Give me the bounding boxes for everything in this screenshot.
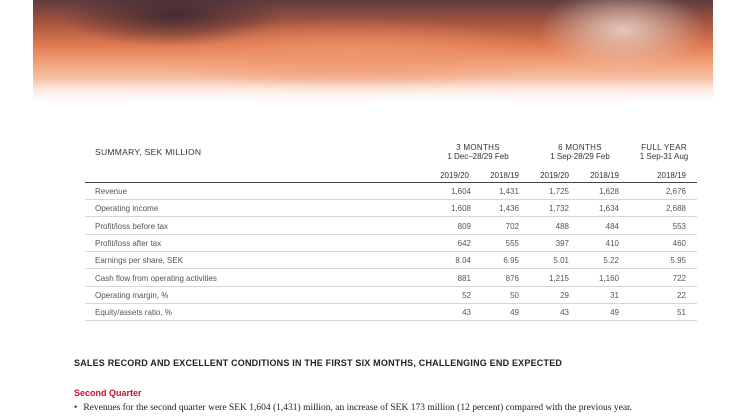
- table-cell: 43: [560, 308, 569, 318]
- table-cell: 52: [462, 290, 471, 300]
- table-cell: 49: [510, 308, 519, 318]
- table-cell: 876: [505, 273, 519, 283]
- table-cell: 2,676: [665, 187, 686, 196]
- row-label: Profit/loss before tax: [95, 221, 168, 231]
- bullet-item: [74, 403, 632, 413]
- table-cell: 51: [677, 308, 686, 318]
- row-label: Operating margin, %: [95, 290, 169, 300]
- table-cell: 50: [510, 290, 519, 300]
- table-cell: 809: [457, 221, 471, 231]
- table-row: [85, 252, 697, 269]
- table-cell: 8.04: [455, 256, 471, 266]
- table-cell: 642: [457, 238, 471, 248]
- table-cell: 5.22: [603, 256, 619, 266]
- table-row: [85, 235, 697, 252]
- bullet-text: Revenues for the second quarter were SEK 1,604 (1,431) million, an increase of SEK 173 million (12 percent) compared with the previous year.: [83, 403, 633, 413]
- table-cell: 1,215: [548, 273, 569, 283]
- table-cell: 5.95: [670, 256, 686, 266]
- table-row: [85, 183, 697, 200]
- table-cell: 1,634: [598, 204, 619, 214]
- bullet-dot-icon: •: [74, 403, 78, 413]
- table-cell: 31: [610, 290, 619, 300]
- table-title: SUMMARY, SEK MILLION: [95, 147, 202, 157]
- table-row: [85, 287, 697, 304]
- column-header: 2018/19: [590, 171, 619, 180]
- row-label: Operating income: [95, 204, 159, 214]
- table-row: [85, 218, 697, 235]
- table-cell: 555: [505, 238, 519, 248]
- table-cell: 2,688: [665, 204, 686, 214]
- group-header-line1: FULL YEAR: [641, 143, 687, 152]
- table-cell: 460: [672, 238, 686, 248]
- table-cell: 5.01: [553, 256, 569, 266]
- group-header-3-months: [430, 143, 526, 161]
- table-row: [85, 200, 697, 217]
- row-label: Equity/assets ratio, %: [95, 308, 172, 318]
- table-cell: 702: [505, 221, 519, 231]
- table-cell: 397: [555, 238, 569, 248]
- row-label: Cash flow from operating activities: [95, 273, 217, 283]
- row-label: Profit/loss after tax: [95, 238, 162, 248]
- table-cell: 881: [457, 273, 471, 283]
- group-header-line2: 1 Sep-28/29 Feb: [550, 152, 610, 161]
- table-cell: 43: [462, 308, 471, 318]
- row-label: Earnings per share, SEK: [95, 256, 184, 266]
- table-cell: 1,628: [598, 187, 619, 196]
- group-header-6-months: [532, 143, 628, 161]
- table-cell: 488: [555, 221, 569, 231]
- hero-image: [33, 0, 713, 108]
- column-header: 2018/19: [657, 171, 686, 180]
- table-cell: 1,604: [450, 187, 471, 196]
- row-divider: [85, 320, 697, 321]
- column-header: 2019/20: [540, 171, 569, 180]
- group-header-line2: 1 Sep-31 Aug: [639, 152, 689, 161]
- section-heading: SALES RECORD AND EXCELLENT CONDITIONS IN THE FIRST SIX MONTHS, CHALLENGING END EXPECTED: [74, 358, 563, 368]
- table-cell: 1,431: [498, 187, 519, 196]
- group-header-line1: 6 MONTHS: [558, 143, 602, 152]
- table-cell: 410: [605, 238, 619, 248]
- table-cell: 484: [605, 221, 619, 231]
- table-cell: 49: [610, 308, 619, 318]
- table-row: [85, 304, 697, 321]
- table-cell: 1,160: [598, 273, 619, 283]
- sub-heading: Second Quarter: [74, 388, 142, 398]
- table-cell: 722: [672, 273, 686, 283]
- row-label: Revenue: [95, 187, 128, 196]
- table-cell: 29: [560, 290, 569, 300]
- table-cell: 22: [677, 290, 686, 300]
- table-cell: 1,608: [450, 204, 471, 214]
- table-row: [85, 270, 697, 287]
- table-cell: 6.95: [503, 256, 519, 266]
- group-header-line2: 1 Dec–28/29 Feb: [447, 152, 509, 161]
- table-cell: 1,436: [498, 204, 519, 214]
- table-cell: 553: [672, 221, 686, 231]
- column-header: 2018/19: [490, 171, 519, 180]
- group-header-line1: 3 MONTHS: [456, 143, 500, 152]
- column-header: 2019/20: [440, 171, 469, 180]
- group-header-full-year: [628, 143, 700, 161]
- table-cell: 1,732: [548, 204, 569, 214]
- table-cell: 1,725: [548, 187, 569, 196]
